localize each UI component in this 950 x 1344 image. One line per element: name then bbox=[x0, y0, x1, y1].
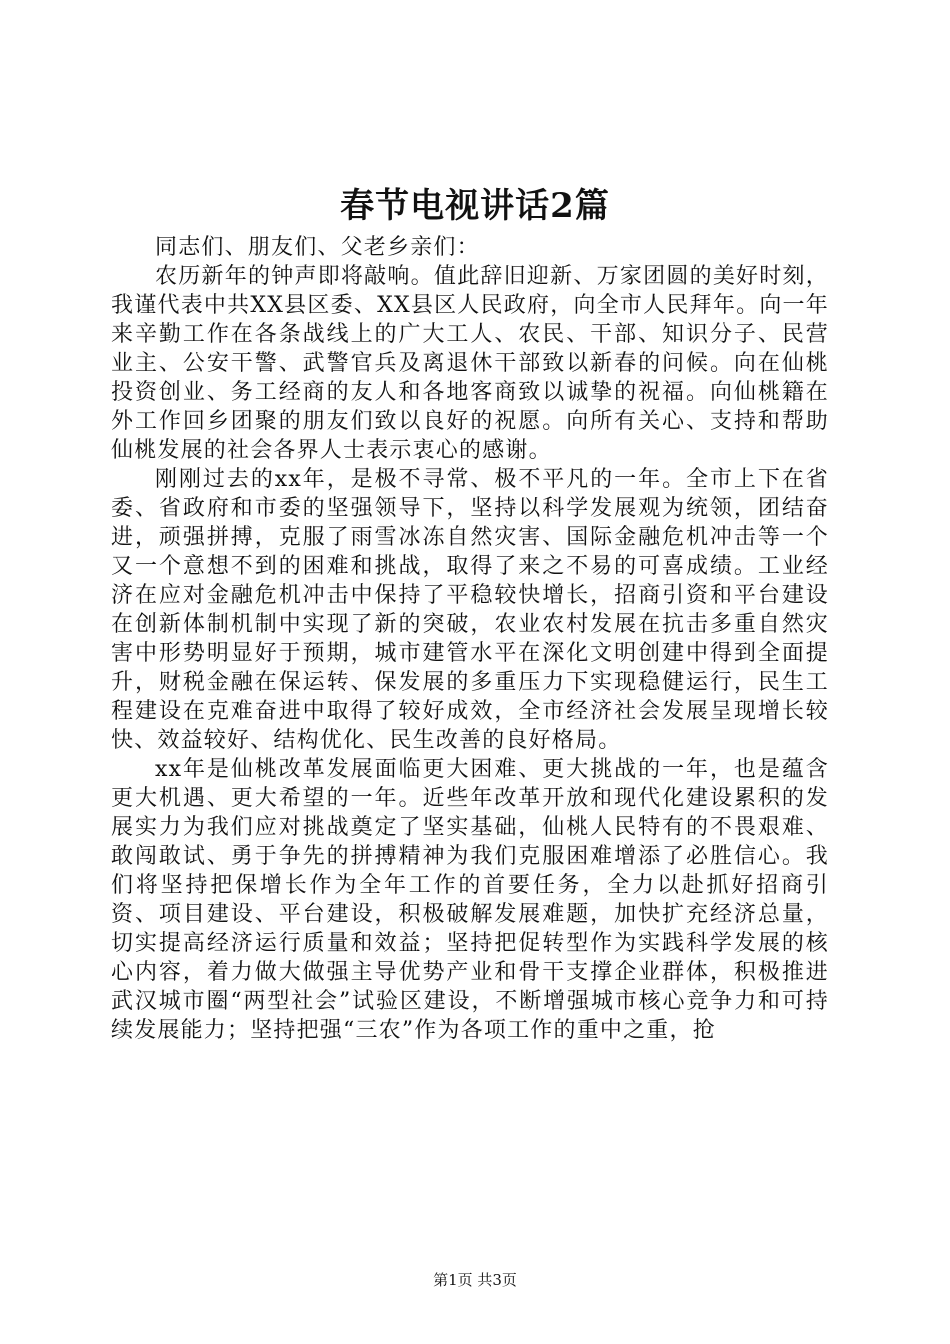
body-paragraph: 农历新年的钟声即将敲响。值此辞旧迎新、万家团圆的美好时刻，我谨代表中共XX县区委、XX县区人民政府，向全市人民拜年。向一年来辛勤工作在各条战线上的广大工人、农民、干部、知识分子、民营业主、公安干警、武警官兵及离退休干部致以新春的问候。向在仙桃投资创业、务工经商的友人和各地客商致以诚挚的祝福。向仙桃籍在外工作回乡团聚的朋友们致以良好的祝愿。向所有关心、支持和帮助仙桃发展的社会各界人士表示衷心的感谢。 bbox=[111, 264, 829, 463]
page-footer: 第1页 共3页 bbox=[433, 1271, 517, 1289]
document-title: 春节电视讲话2篇 bbox=[340, 186, 610, 226]
body-paragraph: 刚刚过去的xx年，是极不寻常、极不平凡的一年。全市上下在省委、省政府和市委的坚强领导下，坚持以科学发展观为统领，团结奋进，顽强拼搏，克服了雨雪冰冻自然灾害、国际金融危机冲击等一个又一个意想不到的困难和挑战，取得了来之不易的可喜成绩。工业经济在应对金融危机冲击中保持了平稳较快增长，招商引资和平台建设在创新体制机制中实现了新的突破，农业农村发展在抗击多重自然灾害中形势明显好于预期，城市建管水平在深化文明创建中得到全面提升，财税金融在保运转、保发展的多重压力下实现稳健运行，民生工程建设在克难奋进中取得了较好成效，全市经济社会发展呈现增长较快、效益较好、结构优化、民生改善的良好格局。 bbox=[111, 467, 829, 753]
body-paragraph: xx年是仙桃改革发展面临更大困难、更大挑战的一年，也是蕴含更大机遇、更大希望的一年。近些年改革开放和现代化建设累积的发展实力为我们应对挑战奠定了坚实基础，仙桃人民特有的不畏艰难、敢闯敢试、勇于争先的拼搏精神为我们克服困难增添了必胜信心。我们将坚持把保增长作为全年工作的首要任务，全力以赴抓好招商引资、项目建设、平台建设，积极破解发展难题，加快扩充经济总量，切实提高经济运行质量和效益；坚持把促转型作为实践科学发展的核心内容，着力做大做强主导优势产业和骨干支撑企业群体，积极推进武汉城市圈“两型社会”试验区建设，不断增强城市核心竞争力和可持续发展能力；坚持把强“三农”作为各项工作的重中之重，抢 bbox=[111, 757, 829, 1043]
document-body bbox=[111, 233, 829, 1045]
greeting-paragraph: 同志们、朋友们、父老乡亲们： bbox=[155, 235, 480, 260]
